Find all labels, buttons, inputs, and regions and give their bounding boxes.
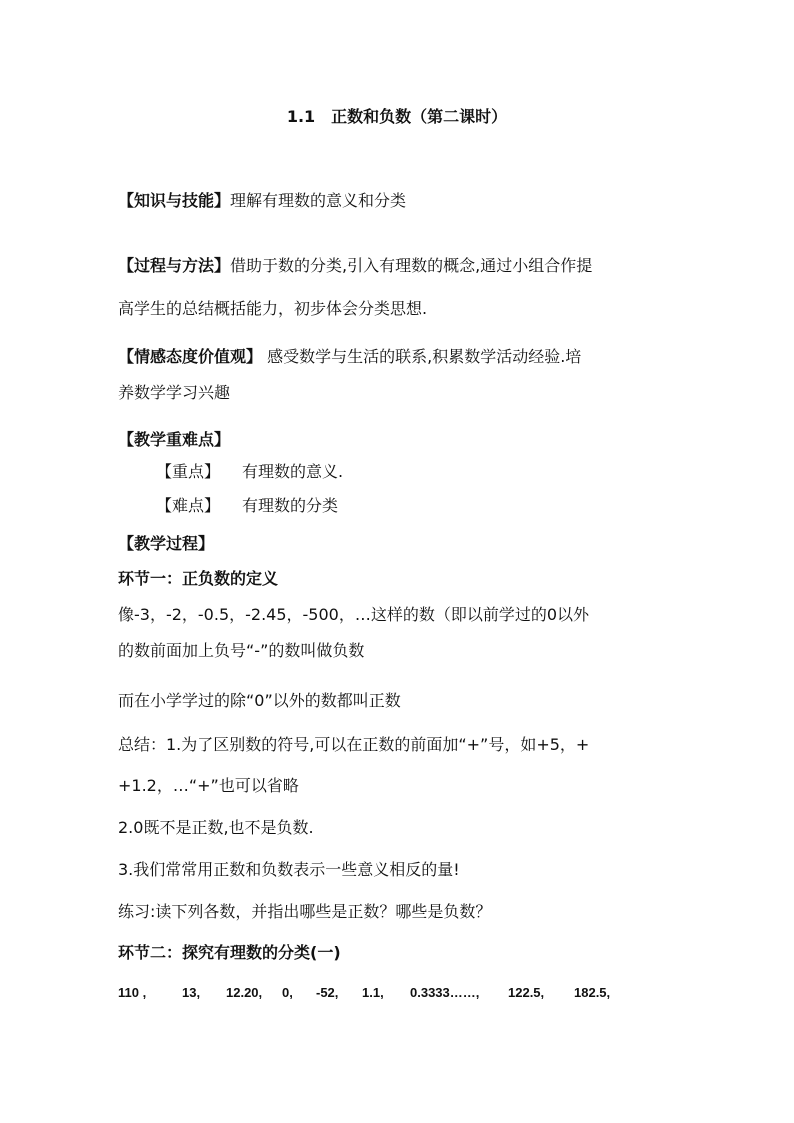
section1-line1: 像-3，-2，-0.5，-2.45，-500，…这样的数（即以前学过的0以外 <box>118 605 590 624</box>
process-text-line2: 高学生的总结概括能力，初步体会分类思想. <box>118 299 428 318</box>
section1-line3: 而在小学学过的除“0”以外的数都叫正数 <box>118 691 401 710</box>
number-list <box>118 982 634 1004</box>
emotion-label: 【情感态度价值观】 <box>118 347 263 366</box>
page-title: 1.1 正数和负数（第二课时） <box>286 107 508 126</box>
process-label: 【过程与方法】 <box>118 256 231 275</box>
difficulty-point <box>156 495 338 517</box>
knowledge-objective <box>118 190 406 212</box>
emotion-objective <box>118 346 581 368</box>
summary-line1b: +1.2，…“+”也可以省略 <box>118 776 299 795</box>
number-item: 0, <box>282 985 293 1000</box>
key-points-heading: 【教学重难点】 <box>118 430 231 449</box>
difficulty-label: 【难点】 <box>156 496 221 515</box>
emotion-text-line2: 养数学学习兴趣 <box>118 383 231 402</box>
focus-label: 【重点】 <box>156 462 221 481</box>
number-item: 13, <box>182 985 201 1000</box>
number-item: 182.5, <box>574 985 611 1000</box>
process-text-line1: 借助于数的分类,引入有理数的概念,通过小组合作提 <box>230 256 593 275</box>
focus-point <box>156 461 343 483</box>
number-item: 12.20, <box>226 985 263 1000</box>
section1-title: 环节一：正负数的定义 <box>118 569 279 588</box>
number-item: 110 , <box>118 985 147 1000</box>
number-item: 122.5, <box>508 985 545 1000</box>
difficulty-text: 有理数的分类 <box>242 496 339 515</box>
number-item: -52, <box>316 985 339 1000</box>
focus-text: 有理数的意义. <box>242 462 344 481</box>
number-item: 1.1, <box>362 985 384 1000</box>
number-item: 0.3333……, <box>410 985 480 1000</box>
summary-line3: 3.我们常常用正数和负数表示一些意义相反的量! <box>118 860 460 879</box>
section2-title: 环节二：探究有理数的分类(一) <box>118 943 341 962</box>
summary-line1a: 总结：1.为了区别数的符号,可以在正数的前面加“+”号，如+5，+ <box>118 735 590 754</box>
knowledge-text: 理解有理数的意义和分类 <box>230 191 407 210</box>
knowledge-label: 【知识与技能】 <box>118 191 231 210</box>
process-heading: 【教学过程】 <box>118 534 215 553</box>
section1-line2: 的数前面加上负号“-”的数叫做负数 <box>118 641 365 660</box>
exercise-line: 练习:读下列各数，并指出哪些是正数？哪些是负数？ <box>118 902 492 921</box>
emotion-text-line1: 感受数学与生活的联系,积累数学活动经验.培 <box>262 347 582 366</box>
summary-line2: 2.0既不是正数,也不是负数. <box>118 818 314 837</box>
process-objective <box>118 255 592 277</box>
